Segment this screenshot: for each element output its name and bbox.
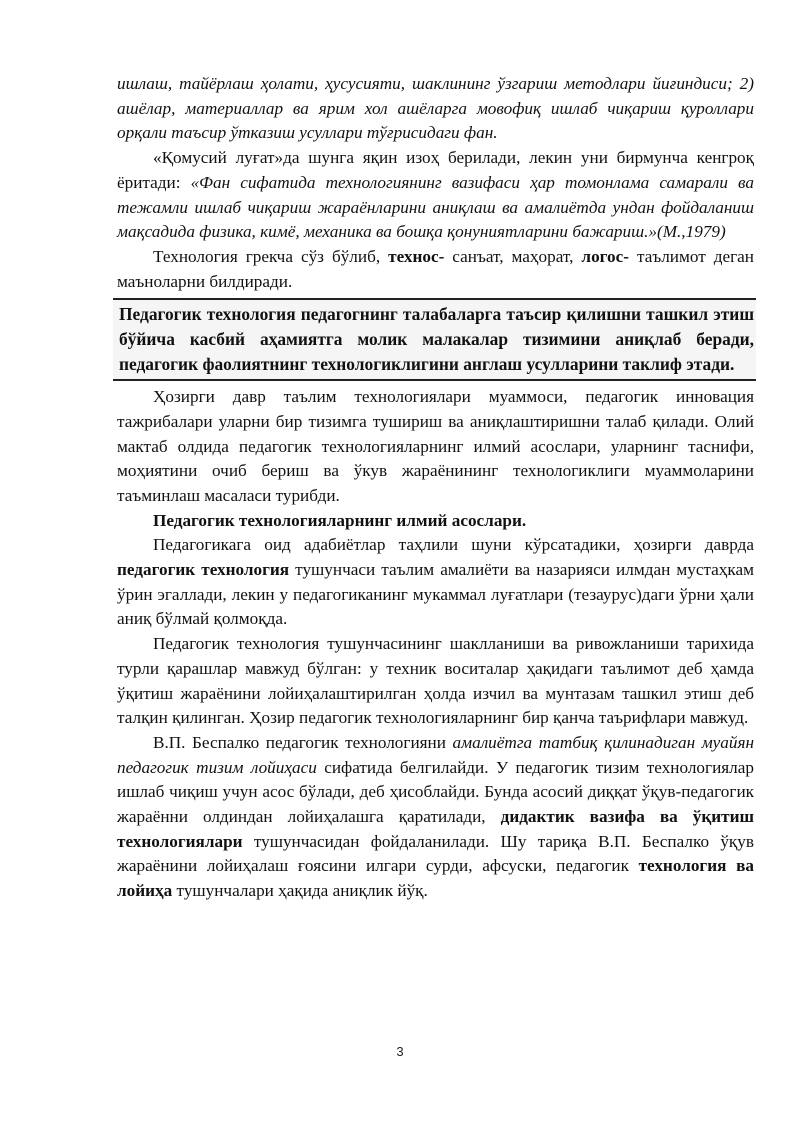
paragraph-history-views: [117, 632, 754, 731]
paragraph-text: тушунчасидан фойдаланилади. Шу тариқа В.П. Беспалко ўқув жараёнини лойиҳалаш ғоясини илгари сурди, афсуски, педагогик: [117, 831, 754, 876]
paragraph-text: тушунчаси таълим амалиёти ва назарияси илмдан мустаҳкам ўрин эгаллади, лекин у педагогиканинг мукаммал луғатлари (тезаурус)даги ўрни ҳали аниқ бўлмай қолмоқда.: [117, 560, 754, 629]
paragraph-text: «Қомусий луғат»да шунга яқин изоҳ берилади, лекин уни бирмунча кенгроқ ёритади:: [117, 148, 754, 192]
paragraph-text: таълимот деган маъноларни билдиради.: [117, 246, 754, 291]
paragraph-text: сифатида белгилайди. У педагогик тизим технологиялар ишлаб чиқиш учун асос бўлади, деб ҳисоблайди. Бунда асосий диққат ўқув-педагогик жараённи олдиндан лойиҳалашга қаратилади,: [117, 757, 754, 827]
paragraph-encyclopedia-quote: [117, 146, 754, 245]
paragraph-bespalko: [117, 731, 754, 904]
paragraph-etymology: [117, 245, 754, 294]
page-number: 3: [396, 1044, 404, 1059]
paragraph-text: ишлаш, тайёрлаш ҳолати, ҳусусияти, шаклининг ўзгариш методлари йиғиндиси; 2) ашёлар, материаллар ва ярим хол ашёларга мовофиқ ишлаб чиқариш қуроллари орқали таъсир ўтказиш усуллари тўғрисидаги фан.: [117, 74, 754, 143]
bold-term-logos: логос-: [581, 246, 629, 266]
paragraph-text: Технология грекча сўз бўлиб,: [153, 246, 389, 266]
highlighted-definition-box: [113, 298, 756, 381]
bold-term-technology-project: технология ва лойиҳа: [117, 856, 754, 901]
italic-phrase: амалиётга татбиқ қилинадиган муайян педагогик тизим лойиҳаси: [117, 732, 754, 777]
paragraph-text: Педагогик технология тушунчасининг шаклланиши ва ривожланиши тарихида турли қарашлар мавжуд бўлган: у техник воситалар ҳақидаги таълимот деб ҳамда ўқитиш жараёнини лойиҳалаштирилган ҳолда изчил ва мунтазам ташкил этиш деб талқин қилинган. Ҳозир педагогик технологияларнинг бир қанча таърифлари мавжуд.: [117, 634, 754, 728]
page-body: [117, 72, 754, 904]
section-heading: [117, 509, 754, 534]
italic-quote: «Фан сифатида технологиянинг вазифаси ҳар томонлама самарали ва тежамли ишлаб чиқариш жараёнларини аниқлаш ва амалиётда ундан фойдаланиш мақсадида физика, кимё, механика ва бошқа қонуниятларини бажариш.»(М.,1979): [117, 172, 754, 242]
bold-term-technos: технос-: [388, 246, 445, 266]
paragraph-modern-problems: [117, 385, 754, 509]
paragraph-text: Ҳозирги давр таълим технологиялари муаммоси, педагогик инновация тажрибалари уларни бир тизимга тушириш ва аниқлаштиришни талаб қилади. Олий мактаб олдида педагогик технологияларнинг илмий асослари, уларнинг таснифи, моҳиятини очиб бериш ва ўкув жараёнининг технологиклиги муаммоларини таъминлаш масаласи турибди.: [117, 387, 754, 505]
section-heading-text: Педагогик технологияларнинг илмий асослари.: [153, 510, 527, 530]
paragraph-text: Педагогикага оид адабиётлар таҳлили шуни кўрсатадики, ҳозирги даврда: [153, 535, 754, 555]
highlighted-definition-text: Педагогик технология педагогнинг талабаларга таъсир қилишни ташкил этиш бўйича касбий аҳамиятга молик малакалар тизимини аниқлаб беради, педагогик фаолиятнинг технологиклигини англаш усулларини таклиф этади.: [119, 304, 754, 374]
paragraph-text: санъат, маҳорат,: [444, 246, 582, 266]
paragraph-continued-definition: [117, 72, 754, 146]
paragraph-literature-analysis: [117, 533, 754, 632]
bold-term-pedagogical-technology: педагогик технология: [117, 560, 290, 580]
bold-term-didactic-task: дидактик вазифа ва ўқитиш технологиялари: [117, 807, 754, 851]
paragraph-text: В.П. Беспалко педагогик технологияни: [153, 732, 453, 752]
paragraph-text: тушунчалари ҳақида аниқлик йўқ.: [172, 881, 428, 901]
